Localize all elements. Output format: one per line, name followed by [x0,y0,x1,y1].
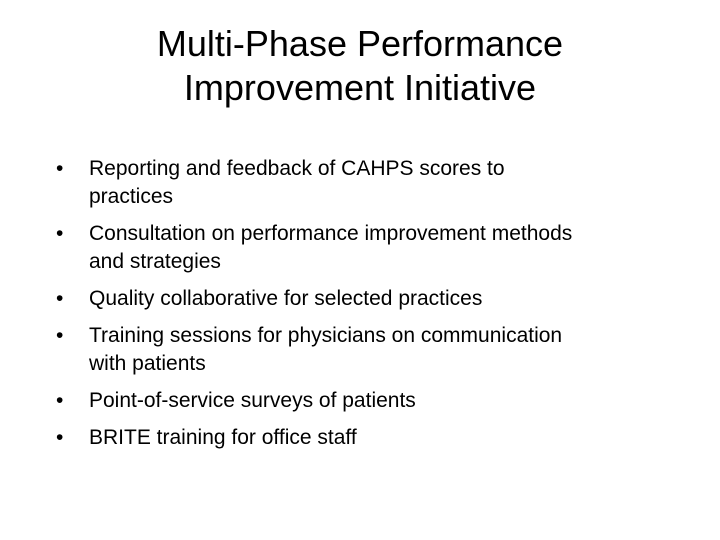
bullet-item [56,387,676,415]
bullet-text-line: Training sessions for physicians on communication [89,324,563,347]
bullet-text-line: Reporting and feedback of CAHPS scores to [89,157,505,180]
bullet-dot-icon: • [56,287,64,310]
bullet-item [56,424,676,452]
bullet-text-line: Point-of-service surveys of patients [89,389,416,412]
bullet-text-line: BRITE training for office staff [89,426,357,449]
bullet-item [56,285,676,313]
bullet-item [56,220,676,276]
bullet-dot-icon: • [56,157,64,180]
bullet-text-line: Quality collaborative for selected practices [89,287,483,310]
bullet-text-line: practices [89,185,174,208]
slide-title-line: Improvement Initiative [183,67,537,108]
bullet-dot-icon: • [56,426,64,449]
bullet-list [56,155,676,461]
bullet-dot-icon: • [56,324,64,347]
bullet-text-line: with patients [89,352,206,375]
slide-title [60,22,660,110]
bullet-dot-icon: • [56,222,64,245]
bullet-item [56,155,676,211]
bullet-dot-icon: • [56,389,64,412]
bullet-text-line: Consultation on performance improvement methods [89,222,573,245]
bullet-item [56,322,676,378]
slide-title-line: Multi-Phase Performance [156,23,564,64]
bullet-text-line: and strategies [89,250,221,273]
